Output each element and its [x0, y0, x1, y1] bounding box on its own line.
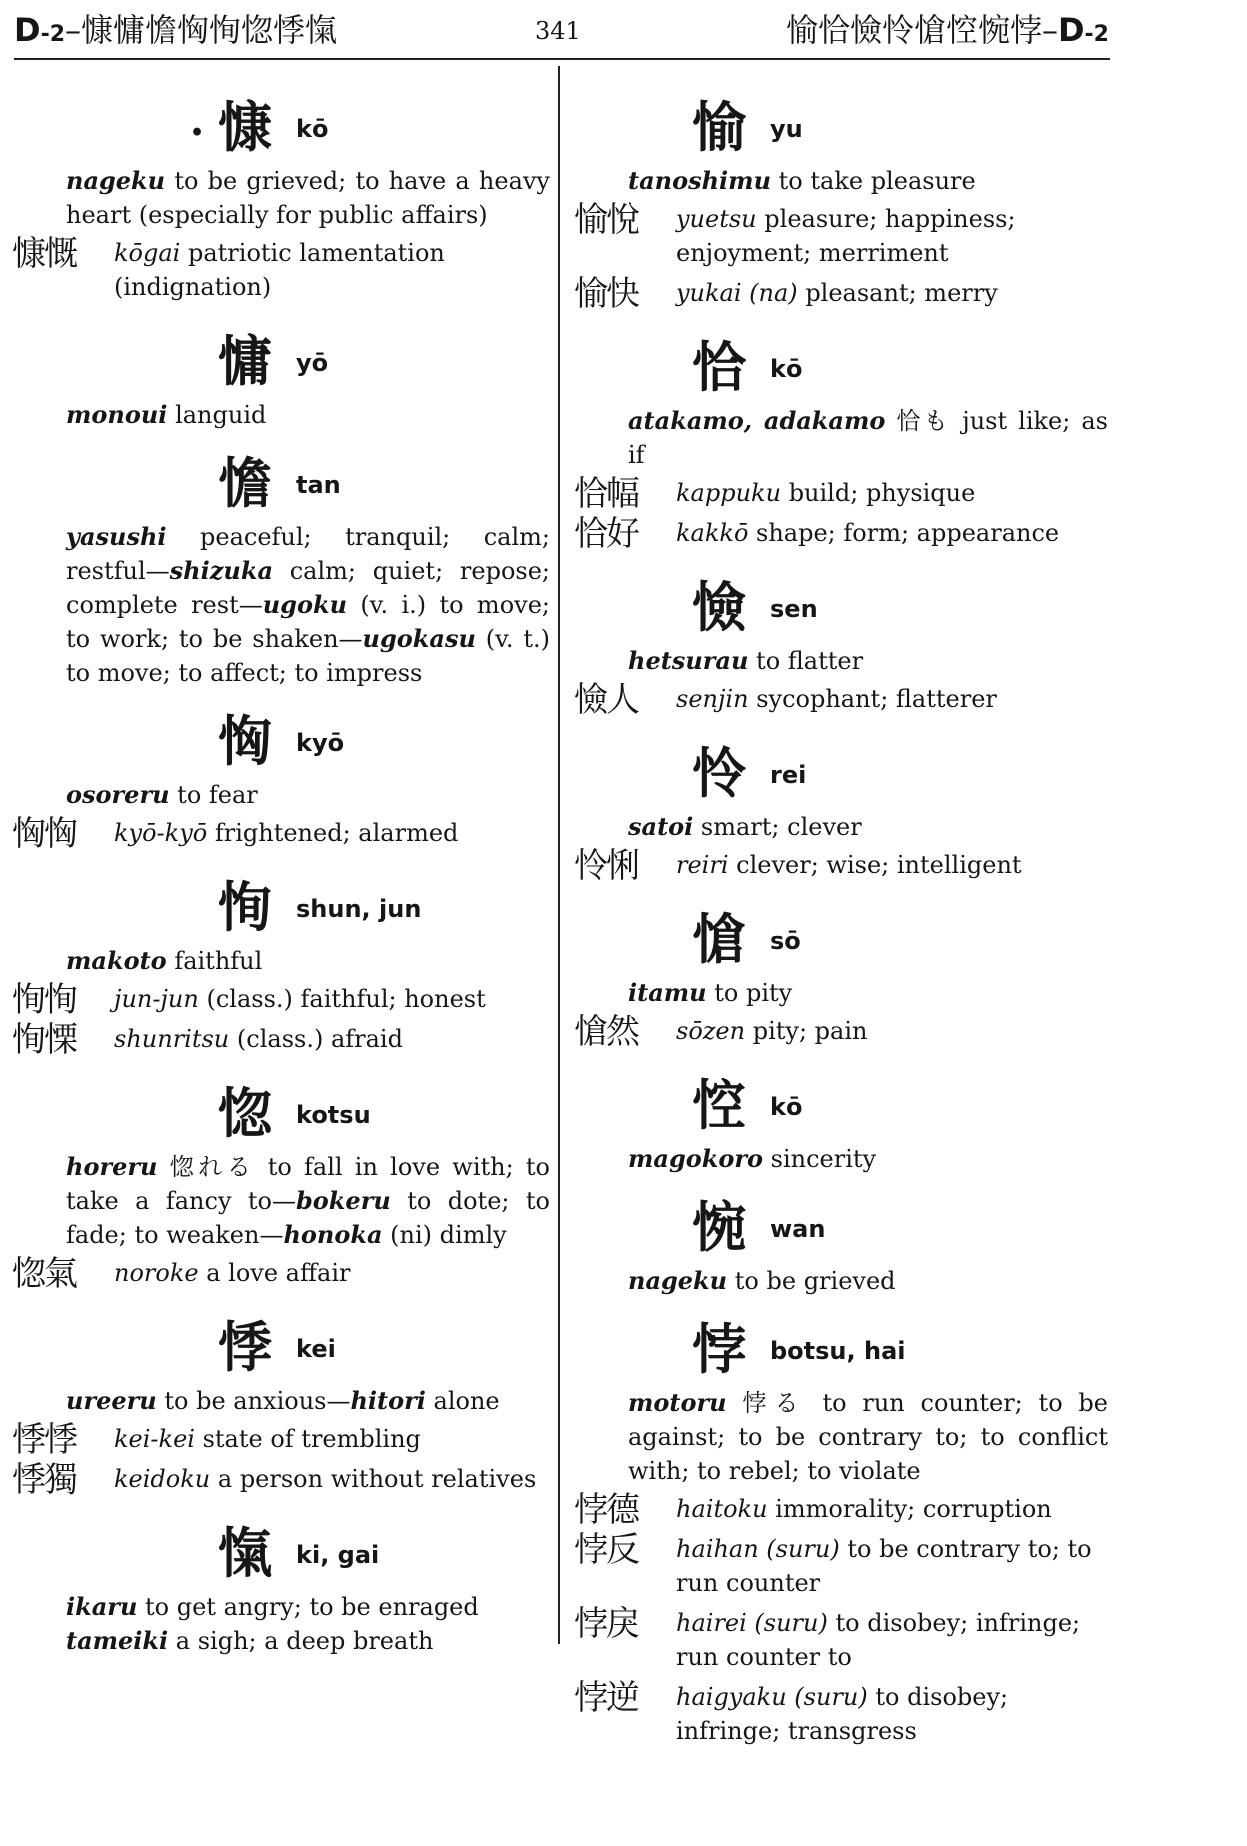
dictionary-entry: [574, 576, 1108, 742]
dictionary-entry: [574, 1318, 1108, 1748]
compound-kanji: 愉悅: [574, 200, 638, 240]
definition-keyword: hitori: [350, 1386, 426, 1415]
entry-heading: [574, 576, 1108, 638]
column-divider: [558, 66, 560, 1644]
definition-text: to be anxious—: [156, 1387, 351, 1415]
header-right-chars: 愉恰憸怜愴悾惋悖: [785, 11, 1042, 49]
compound-romaji: reiri: [676, 851, 729, 879]
dictionary-entry: [574, 1196, 1108, 1318]
left-column: [12, 96, 550, 1658]
compound-kanji: 愴然: [574, 1012, 638, 1052]
definition-text: 惚れる to fall in love with; to take a fancy to—: [66, 1153, 550, 1215]
entry-heading: [574, 1318, 1108, 1380]
entry-reading: kō: [296, 115, 329, 143]
entry-reading: kyō: [296, 729, 345, 757]
definition-text: faithful: [166, 947, 263, 975]
compound-kanji: 愉快: [574, 274, 638, 314]
entry-reading: tan: [296, 471, 341, 499]
compound-romaji: kyō-kyō: [114, 819, 208, 847]
right-column: [574, 96, 1108, 1754]
compound-kanji: 悸獨: [12, 1460, 76, 1500]
dictionary-entry: [12, 330, 550, 452]
compound-kanji: 悖逆: [574, 1678, 638, 1718]
dictionary-entry: [574, 908, 1108, 1074]
compound-kanji: 恰幅: [574, 474, 638, 514]
compound-meaning: build; physique: [788, 479, 976, 507]
entry-kanji: 恰: [692, 335, 746, 399]
entry-heading: [12, 452, 550, 514]
compound-romaji: shunritsu: [114, 1025, 230, 1053]
page-header: [0, 0, 1247, 62]
compound-romaji: yukai (na): [676, 279, 798, 307]
dictionary-entry: [574, 742, 1108, 908]
definition-keyword: horeru: [66, 1152, 158, 1181]
compound-entry: [574, 846, 1108, 886]
compound-meaning: to disobey; infringe; run counter to: [676, 1609, 1081, 1671]
entry-kanji: 悸: [218, 1315, 272, 1379]
compound-romaji: noroke: [114, 1259, 199, 1287]
entry-reading: yu: [770, 115, 803, 143]
dictionary-entry: [12, 452, 550, 710]
entry-heading: [574, 908, 1108, 970]
definition-text: sincerity: [763, 1145, 877, 1173]
entry-definition: [574, 1142, 1108, 1176]
entry-kanji: 惚: [218, 1081, 272, 1145]
entry-spacer: [574, 556, 1108, 576]
entry-spacer: [574, 1054, 1108, 1074]
dictionary-entry: [12, 1522, 550, 1658]
entry-kanji: 慵: [218, 329, 272, 393]
compound-kanji: 恂慄: [12, 1020, 76, 1060]
entry-kanji: 愉: [692, 95, 746, 159]
compound-entry: [574, 680, 1108, 720]
entry-spacer: [574, 1176, 1108, 1196]
compound-romaji: yuetsu: [676, 205, 757, 233]
definition-text: 恰も just like; as if: [628, 407, 1108, 469]
entry-definition: [574, 1264, 1108, 1298]
entry-definition: [574, 164, 1108, 198]
page-number: 341: [535, 17, 581, 45]
compound-kanji: 恂恂: [12, 980, 76, 1020]
definition-keyword: motoru: [628, 1388, 727, 1417]
definition-text: smart; clever: [693, 813, 862, 841]
definition-text: (v. i.) to move; to work; to be shaken—: [66, 591, 550, 653]
definition-keyword: shizuka: [169, 556, 273, 585]
entry-reading: ki, gai: [296, 1541, 380, 1569]
compound-kanji: 恰好: [574, 514, 638, 554]
compound-romaji: haihan (suru): [676, 1535, 840, 1563]
compound-entry: [12, 980, 550, 1020]
compound-romaji: senjin: [676, 685, 749, 713]
header-left: D-2–慷慵憺恟恂惚悸愾: [14, 11, 338, 49]
header-right-code: D-2: [1057, 11, 1109, 49]
entry-definition: [12, 944, 550, 978]
definition-text: peaceful; tranquil; calm; restful—: [66, 523, 550, 585]
entry-heading: [12, 1082, 550, 1144]
definition-text: to be grieved: [727, 1267, 896, 1295]
compound-romaji: haitoku: [676, 1495, 768, 1523]
compound-kanji: 悖戾: [574, 1604, 638, 1644]
entry-heading: [574, 96, 1108, 158]
definition-keyword: ugoku: [262, 590, 348, 619]
compound-entry: [574, 474, 1108, 514]
definition-text: to take pleasure: [771, 167, 976, 195]
entry-definition: [12, 398, 550, 432]
entry-heading: [574, 1074, 1108, 1136]
definition-keyword: osoreru: [66, 780, 170, 809]
compound-kanji: 惚氣: [12, 1254, 76, 1294]
entry-definition: [12, 1590, 550, 1624]
entry-kanji: 恂: [218, 875, 272, 939]
compound-meaning: patriotic lamentation (indignation): [114, 239, 445, 301]
entry-definition: [12, 1150, 550, 1252]
entry-definition: [574, 644, 1108, 678]
entry-kanji: 惋: [692, 1195, 746, 1259]
compound-kanji: 恟恟: [12, 814, 76, 854]
entry-spacer: [574, 888, 1108, 908]
definition-keyword: ugokasu: [362, 624, 476, 653]
compound-romaji: jun-jun: [114, 985, 199, 1013]
entry-heading: [12, 1316, 550, 1378]
entry-definition: [574, 1386, 1108, 1488]
definition-keyword: itamu: [628, 978, 707, 1007]
compound-entry: [574, 1680, 1108, 1748]
dictionary-entry: [574, 96, 1108, 336]
entry-reading: kō: [770, 1093, 803, 1121]
entry-spacer: [574, 1298, 1108, 1318]
dictionary-entry: [12, 1316, 550, 1522]
entry-heading: [574, 742, 1108, 804]
definition-keyword: tanoshimu: [628, 166, 772, 195]
entry-reading: botsu, hai: [770, 1337, 906, 1365]
compound-romaji: kei-kei: [114, 1425, 195, 1453]
header-left-chars: 慷慵憺恟恂惚悸愾: [81, 11, 338, 49]
entry-heading: [12, 96, 550, 158]
entry-kanji: 怜: [692, 741, 746, 805]
entry-definition: [12, 778, 550, 812]
entry-kanji: 愾: [218, 1521, 272, 1585]
compound-meaning: (class.) faithful; honest: [206, 985, 486, 1013]
entry-marker: •: [190, 120, 205, 146]
definition-text: to get angry; to be enraged: [137, 1593, 479, 1621]
compound-entry: [12, 236, 550, 304]
entry-reading: wan: [770, 1215, 826, 1243]
compound-meaning: clever; wise; intelligent: [736, 851, 1022, 879]
definition-text: to dote; to fade; to weaken—: [66, 1187, 550, 1249]
definition-text: calm; quiet; repose; complete rest—: [66, 557, 550, 619]
entry-kanji: 恟: [218, 709, 272, 773]
definition-keyword: makoto: [66, 946, 167, 975]
compound-kanji: 怜悧: [574, 846, 638, 886]
compound-meaning: a person without relatives: [217, 1465, 537, 1493]
entry-kanji: 憸: [692, 575, 746, 639]
definition-keyword: hetsurau: [628, 646, 749, 675]
definition-keyword: ureeru: [66, 1386, 157, 1415]
entry-definition: [12, 1384, 550, 1418]
definition-keyword: bokeru: [296, 1186, 391, 1215]
compound-entry: [12, 1020, 550, 1060]
definition-keyword: satoi: [628, 812, 694, 841]
entry-reading: shun, jun: [296, 895, 422, 923]
dictionary-entry: [574, 336, 1108, 576]
entry-spacer: [12, 690, 550, 710]
entry-reading: kō: [770, 355, 803, 383]
entry-reading: sen: [770, 595, 818, 623]
dictionary-entry: [12, 876, 550, 1082]
definition-keyword: tameiki: [66, 1626, 169, 1655]
compound-meaning: immorality; corruption: [775, 1495, 1052, 1523]
entry-definition: [574, 404, 1108, 472]
compound-meaning: pleasant; merry: [805, 279, 998, 307]
compound-entry: [12, 1420, 550, 1460]
entry-heading: [574, 1196, 1108, 1258]
compound-kanji: 悸悸: [12, 1420, 76, 1460]
entry-kanji: 悖: [692, 1317, 746, 1381]
entry-reading: kotsu: [296, 1101, 371, 1129]
compound-kanji: 悖反: [574, 1530, 638, 1570]
compound-romaji: keidoku: [114, 1465, 211, 1493]
compound-entry: [574, 1606, 1108, 1674]
definition-text: 悖る to run counter; to be against; to be contrary to; to conflict with; to rebel; to violate: [628, 1389, 1108, 1485]
compound-romaji: kappuku: [676, 479, 782, 507]
entry-definition: [12, 164, 550, 232]
compound-meaning: pity; pain: [752, 1017, 868, 1045]
header-right: 愉恰憸怜愴悾惋悖–D-2: [785, 11, 1109, 49]
entry-reading: kei: [296, 1335, 336, 1363]
entry-spacer: [12, 432, 550, 452]
compound-entry: [574, 1012, 1108, 1052]
compound-romaji: kakkō: [676, 519, 749, 547]
entry-spacer: [574, 316, 1108, 336]
header-rule: [14, 58, 1110, 60]
compound-meaning: a love affair: [206, 1259, 351, 1287]
definition-keyword: ikaru: [66, 1592, 138, 1621]
compound-meaning: shape; form; appearance: [756, 519, 1060, 547]
entry-spacer: [12, 856, 550, 876]
entry-reading: rei: [770, 761, 807, 789]
entry-heading: [12, 1522, 550, 1584]
definition-text: (v. t.) to move; to affect; to impress: [66, 625, 550, 687]
definition-text: (ni) dimly: [382, 1221, 507, 1249]
compound-entry: [574, 514, 1108, 554]
dictionary-entry: [12, 96, 550, 330]
compound-entry: [574, 202, 1108, 270]
definition-text: to pity: [706, 979, 793, 1007]
definition-keyword: nageku: [66, 166, 166, 195]
compound-entry: [12, 1254, 550, 1294]
compound-meaning: to disobey; infringe; transgress: [676, 1683, 1009, 1745]
definition-keyword: magokoro: [628, 1144, 764, 1173]
dictionary-entry: [12, 1082, 550, 1316]
definition-keyword: atakamo, adakamo: [628, 406, 886, 435]
dictionary-entry: [574, 1074, 1108, 1196]
compound-meaning: state of trembling: [202, 1425, 421, 1453]
entry-spacer: [574, 722, 1108, 742]
entry-definition: [574, 976, 1108, 1010]
entry-heading: [574, 336, 1108, 398]
entry-heading: [12, 710, 550, 772]
compound-meaning: (class.) afraid: [236, 1025, 403, 1053]
compound-kanji: 憸人: [574, 680, 638, 720]
compound-romaji: sōzen: [676, 1017, 746, 1045]
compound-kanji: 悖德: [574, 1490, 638, 1530]
entry-kanji: 慷: [218, 95, 272, 159]
entry-spacer: [12, 1296, 550, 1316]
definition-keyword: monoui: [66, 400, 168, 429]
compound-meaning: to be contrary to; to run counter: [676, 1535, 1092, 1597]
entry-kanji: 愴: [692, 907, 746, 971]
entry-heading: [12, 330, 550, 392]
definition-keyword: nageku: [628, 1266, 728, 1295]
compound-kanji: 慷慨: [12, 234, 76, 274]
entry-definition: [574, 810, 1108, 844]
compound-entry: [12, 1460, 550, 1500]
compound-entry: [574, 1532, 1108, 1600]
compound-meaning: pleasure; happiness; enjoyment; merriment: [676, 205, 1016, 267]
definition-keyword: honoka: [283, 1220, 383, 1249]
definition-text: a sigh; a deep breath: [168, 1627, 434, 1655]
compound-meaning: sycophant; flatterer: [756, 685, 997, 713]
definition-keyword: yasushi: [66, 522, 167, 551]
compound-romaji: hairei (suru): [676, 1609, 828, 1637]
definition-text: to flatter: [748, 647, 864, 675]
compound-entry: [574, 274, 1108, 314]
definition-text: languid: [167, 401, 267, 429]
header-left-code: D-2: [14, 11, 66, 49]
definition-text: alone: [425, 1387, 500, 1415]
entry-reading: yō: [296, 349, 329, 377]
definition-text: to fear: [169, 781, 258, 809]
compound-romaji: kōgai: [114, 239, 181, 267]
entry-heading: [12, 876, 550, 938]
entry-spacer: [12, 1062, 550, 1082]
compound-entry: [574, 1490, 1108, 1530]
entry-kanji: 悾: [692, 1073, 746, 1137]
entry-definition: [12, 1624, 550, 1658]
entry-kanji: 憺: [218, 451, 272, 515]
entry-spacer: [12, 1502, 550, 1522]
entry-spacer: [12, 310, 550, 330]
definition-text: to be grieved; to have a heavy heart (especially for public affairs): [66, 167, 550, 229]
entry-reading: sō: [770, 927, 801, 955]
dictionary-entry: [12, 710, 550, 876]
entry-definition: [12, 520, 550, 690]
compound-meaning: frightened; alarmed: [214, 819, 459, 847]
compound-romaji: haigyaku (suru): [676, 1683, 868, 1711]
compound-entry: [12, 814, 550, 854]
